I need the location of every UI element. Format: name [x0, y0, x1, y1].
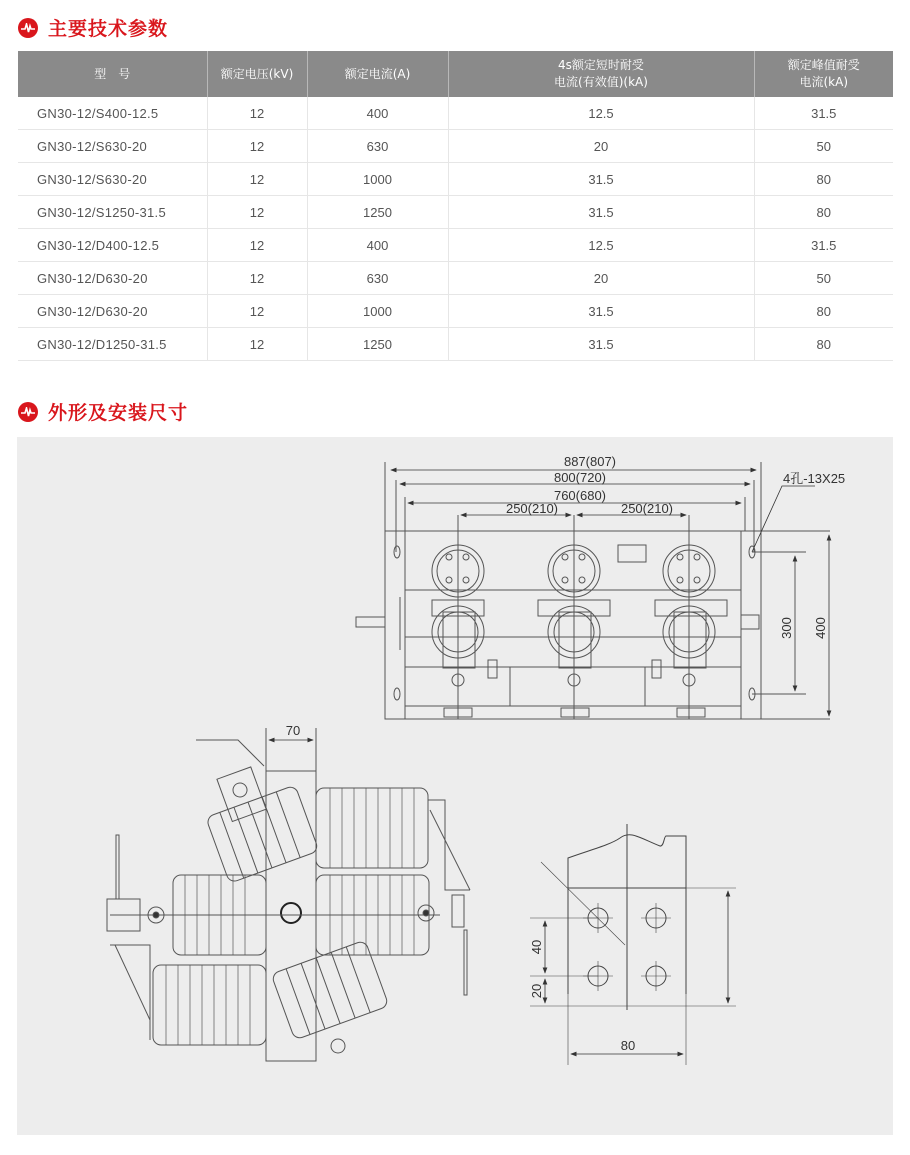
table-row — [18, 97, 893, 130]
top-contact — [217, 767, 266, 822]
value-cell: 1250 — [307, 196, 448, 229]
column-header-line: 型 号 — [94, 66, 131, 81]
value-cell: 12 — [207, 97, 307, 130]
pole-1 — [432, 515, 484, 719]
table-header-row — [18, 51, 893, 97]
front-view-dimensions — [391, 470, 829, 716]
value-cell: 400 — [307, 97, 448, 130]
value-cell: 20 — [448, 262, 754, 295]
model-cell: GN30-12/S400-12.5 — [18, 97, 207, 130]
column-header — [18, 51, 207, 97]
pole-2 — [538, 515, 610, 719]
dim-depth-70: 70 — [285, 723, 301, 738]
terminal-view — [530, 824, 736, 1065]
value-cell: 12 — [207, 262, 307, 295]
section-title-parameters — [18, 14, 168, 41]
model-cell: GN30-12/D400-12.5 — [18, 229, 207, 262]
model-cell: GN30-12/S630-20 — [18, 163, 207, 196]
table-row — [18, 130, 893, 163]
model-cell: GN30-12/D1250-31.5 — [18, 328, 207, 361]
value-cell: 1250 — [307, 328, 448, 361]
column-header-line: 额定电流(A) — [344, 66, 411, 81]
drawing-panel — [17, 437, 893, 1135]
side-view — [107, 728, 470, 1061]
column-header — [207, 51, 307, 97]
column-header-line: 4s额定短时耐受 — [558, 58, 644, 72]
column-header-line: 电流(kA) — [799, 75, 849, 89]
column-header — [448, 51, 754, 97]
column-header — [307, 51, 448, 97]
value-cell: 50 — [754, 262, 893, 295]
pole-3 — [655, 515, 727, 719]
dim-pole-spacing-right: 250(210) — [620, 501, 674, 516]
value-cell: 80 — [754, 328, 893, 361]
spec-table — [18, 51, 893, 361]
pulse-icon — [18, 18, 38, 38]
dim-frame-width: 760(680) — [553, 488, 607, 503]
value-cell: 31.5 — [448, 163, 754, 196]
section-title-text: 外形及安装尺寸 — [48, 402, 189, 424]
value-cell: 12 — [207, 328, 307, 361]
value-cell: 630 — [307, 262, 448, 295]
section-title-dimensions — [18, 398, 188, 425]
value-cell: 12.5 — [448, 229, 754, 262]
dim-hole-spacing-40: 40 — [529, 939, 544, 955]
value-cell: 80 — [754, 196, 893, 229]
dim-edge-20: 20 — [529, 983, 544, 999]
value-cell: 400 — [307, 229, 448, 262]
terminal-view-dimensions — [545, 891, 728, 1054]
dim-height-300: 300 — [779, 617, 794, 639]
dim-overall-width: 887(807) — [563, 454, 617, 469]
dim-width-80: 80 — [620, 1038, 636, 1053]
column-header — [754, 51, 893, 97]
table-row — [18, 196, 893, 229]
value-cell: 80 — [754, 295, 893, 328]
value-cell: 12.5 — [448, 97, 754, 130]
table-row — [18, 295, 893, 328]
value-cell: 50 — [754, 130, 893, 163]
dim-height-400: 400 — [813, 617, 828, 639]
value-cell: 80 — [754, 163, 893, 196]
value-cell: 12 — [207, 130, 307, 163]
dim-pole-spacing-left: 250(210) — [505, 501, 559, 516]
table-row — [18, 163, 893, 196]
table-row — [18, 328, 893, 361]
value-cell: 31.5 — [754, 229, 893, 262]
value-cell: 31.5 — [448, 328, 754, 361]
value-cell: 12 — [207, 229, 307, 262]
value-cell: 31.5 — [448, 295, 754, 328]
value-cell: 1000 — [307, 163, 448, 196]
value-cell: 31.5 — [448, 196, 754, 229]
value-cell: 31.5 — [754, 97, 893, 130]
value-cell: 630 — [307, 130, 448, 163]
section-title-text: 主要技术参数 — [48, 18, 169, 40]
model-cell: GN30-12/D630-20 — [18, 295, 207, 328]
value-cell: 20 — [448, 130, 754, 163]
table-row — [18, 229, 893, 262]
model-cell: GN30-12/S630-20 — [18, 130, 207, 163]
value-cell: 12 — [207, 163, 307, 196]
technical-drawing — [17, 437, 893, 1135]
model-cell: GN30-12/S1250-31.5 — [18, 196, 207, 229]
value-cell: 12 — [207, 196, 307, 229]
column-header-line: 额定电压(kV) — [220, 66, 294, 81]
dim-mount-width: 800(720) — [553, 470, 607, 485]
pulse-icon — [18, 402, 38, 422]
table-row — [18, 262, 893, 295]
model-cell: GN30-12/D630-20 — [18, 262, 207, 295]
value-cell: 1000 — [307, 295, 448, 328]
table-body — [18, 97, 893, 361]
column-header-line: 电流(有效值)(kA) — [554, 75, 648, 89]
value-cell: 12 — [207, 295, 307, 328]
column-header-line: 额定峰值耐受 — [787, 58, 860, 72]
holes-label: 4孔-13X25 — [783, 471, 846, 486]
